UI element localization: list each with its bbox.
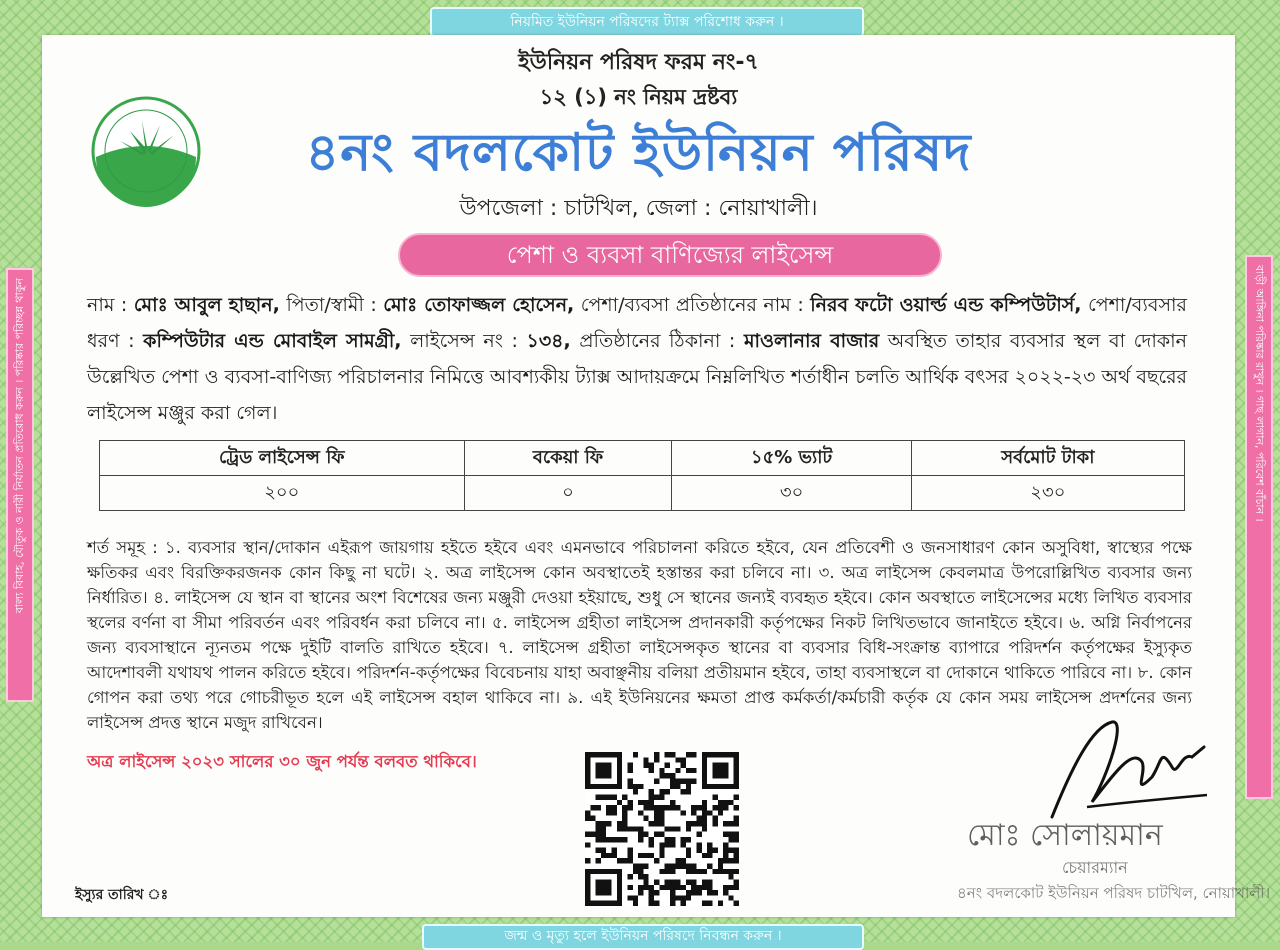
fee-value-row (100, 476, 1185, 511)
terms-conditions: শর্ত সমূহ : ১. ব্যবসার স্থান/দোকান এইরূপ জায়গায় হইতে হইবে এবং এমনভাবে পরিচালনা করিতে হইবে, যেন প্রতিবেশী ও জনসাধারণ কোন অসুবিধা, স্বাস্থ্যের পক্ষে ক্ষতিকর এবং বিরক্তিকরজনক কোন কিছু না ঘটে। ২. অত্র লাইসেন্স কোন অবস্থাতেই হস্তান্তর করা চলিবে না। ৩. অত্র লাইসেন্স কেবলমাত্র উপরোল্লিখিত ব্যবসার জন্য নির্ধারিত। ৪. লাইসেন্স যে স্থান বা স্থানের অংশ বিশেষের জন্য মঞ্জুরী দেওয়া হইয়াছে, শুধু সে স্থানের জন্যই ব্যবহৃত হইবে। কোন অবস্থাতে লাইসেন্সের মধ্যে লিখিত ব্যবসার স্থলের বর্ণনা বা সীমা পরিবর্তন এবং পরিবর্ধন করা চলিবে না। ৫. লাইসেন্স গ্রহীতা লাইসেন্স প্রদানকারী কর্তৃপক্ষের নিকট লিখিতভাবে জানাইতে হইবে। ৬. অগ্নি নির্বাপনের জন্য ব্যবসাস্থানে ন্যূনতম পক্ষে দুইটি বালতি রাখিতে হইবে। ৭. লাইসেন্স গ্রহীতা লাইসেন্সকৃত স্থানের বা ব্যবসার বিধি-সংক্রান্ত ব্যাপারে পরিদর্শন কর্তৃপক্ষের ইস্যুকৃত আদেশাবলী যথাযথ পালন করিতে হইবে। পরিদর্শন-কর্তৃপক্ষের বিবেচনায় যাহা অবাঞ্ছনীয় বলিয়া প্রতীয়মান হইবে, তাহা ব্যবসাস্থলে বা দোকানে থাকিতে পারিবে না। ৮. কোন গোপন করা তথ্য পরে গোচরীভূত হলে এই লাইসেন্স বহাল থাকিবে না। ৯. এই ইউনিয়নের ক্ষমতা প্রাপ্ত কর্মকর্তা/কর্মচারী কর্তৃক যে কোন সময় লাইসেন্স প্রদর্শনের জন্য লাইসেন্স প্রদত্ত স্থানে মজুদ রাখিবেন। (87, 538, 1192, 732)
trade-fee-value: ২০০ (100, 476, 465, 511)
council-address: উপজেলা : চাটখিল, জেলা : নোয়াখালী। (459, 196, 818, 221)
signatory-stamp: ৪নং বদলকোট ইউনিয়ন পরিষদ চাটখিল, নোয়াখালী। (957, 884, 1271, 902)
license-no-label: লাইসেন্স নং : (410, 330, 518, 352)
license-title-banner: পেশা ও ব্যবসা বাণিজ্যের লাইসেন্স (398, 233, 942, 277)
business-label: পেশা/ব্যবসা প্রতিষ্ঠানের নাম : (580, 294, 804, 316)
vat-value: ৩০ (672, 476, 911, 511)
vat-header: ১৫% ভ্যাট (672, 441, 911, 476)
form-number: ইউনিয়ন পরিষদ ফরম নং-৭ (518, 50, 759, 75)
left-ribbon-text: বাল্য বিবাহ, যৌতুক ও নারী নির্যাতন প্রতিরোধ করুন । পরিষ্কার পরিচ্ছন্ন থাকুন (13, 278, 26, 614)
issue-date-label: ইস্যুর তারিখ ঃ (75, 887, 169, 903)
business-name: নিরব ফটো ওয়ার্ল্ড এন্ড কম্পিউটার্স, (810, 294, 1082, 316)
holder-name: মোঃ আবুল হাছান, (133, 294, 280, 316)
council-name: ৪নং বদলকোট ইউনিয়ন পরিষদ (305, 123, 972, 183)
rule-reference: ১২ (১) নং নিয়ম দ্রষ্টব্য (539, 85, 738, 109)
signature-icon (1032, 707, 1212, 827)
license-number: ১৩৪, (526, 330, 571, 352)
license-details (87, 287, 1187, 431)
father-label: পিতা/স্বামী : (286, 294, 377, 316)
total-header: সর্বমোট টাকা (911, 441, 1184, 476)
top-ribbon: নিয়মিত ইউনিয়ন পরিষদের ট্যাক্স পরিশোধ করুন । (430, 7, 864, 37)
business-location: মাওলানার বাজার (743, 330, 880, 352)
arrears-value: ০ (464, 476, 672, 511)
fee-table (99, 440, 1185, 511)
signatory-name: মোঃ সোলায়মান (967, 818, 1163, 853)
validity-notice: অত্র লাইসেন্স ২০২৩ সালের ৩০ জুন পর্যন্ত বলবত থাকিবে। (87, 752, 477, 771)
total-value: ২৩০ (911, 476, 1184, 511)
right-ribbon (1245, 255, 1273, 799)
qr-code-icon (585, 752, 739, 906)
business-type: কম্পিউটার এন্ড মোবাইল সামগ্রী, (143, 330, 402, 352)
trade-fee-header: ট্রেড লাইসেন্স ফি (100, 441, 465, 476)
license-body: অবস্থিত তাহার ব্যবসার স্থল বা দোকান উল্লেখিত পেশা ও ব্যবসা-বাণিজ্য পরিচালনার নিমিত্তে আবশ্যকীয় ট্যাক্স আদায়ক্রমে নিম্নলিখিত শর্তাধীন চলতি আর্থিক বৎসর ২০২২-২৩ অর্থ বছরের লাইসেন্স মঞ্জুর করা গেল। (87, 330, 1188, 424)
left-ribbon (6, 268, 34, 702)
bottom-ribbon: জন্ম ও মৃত্যু হলে ইউনিয়ন পরিষদে নিবন্ধন করুন । (422, 924, 864, 950)
location-label: প্রতিষ্ঠানের ঠিকানা : (579, 330, 736, 352)
signatory-title: চেয়ারম্যান (1062, 858, 1128, 877)
type-label: পেশা/ব্যবসার ধরণ : (87, 294, 1187, 352)
right-ribbon-text: বাড়ী আঙ্গিনা পরিষ্কার রাখুন । গাছ লাগান, পরিবেশ বাঁচান । (1253, 265, 1266, 522)
father-name: মোঃ তোফাজ্জল হোসেন, (383, 294, 575, 316)
name-label: নাম : (87, 294, 128, 316)
fee-header-row (100, 441, 1185, 476)
arrears-header: বকেয়া ফি (464, 441, 672, 476)
